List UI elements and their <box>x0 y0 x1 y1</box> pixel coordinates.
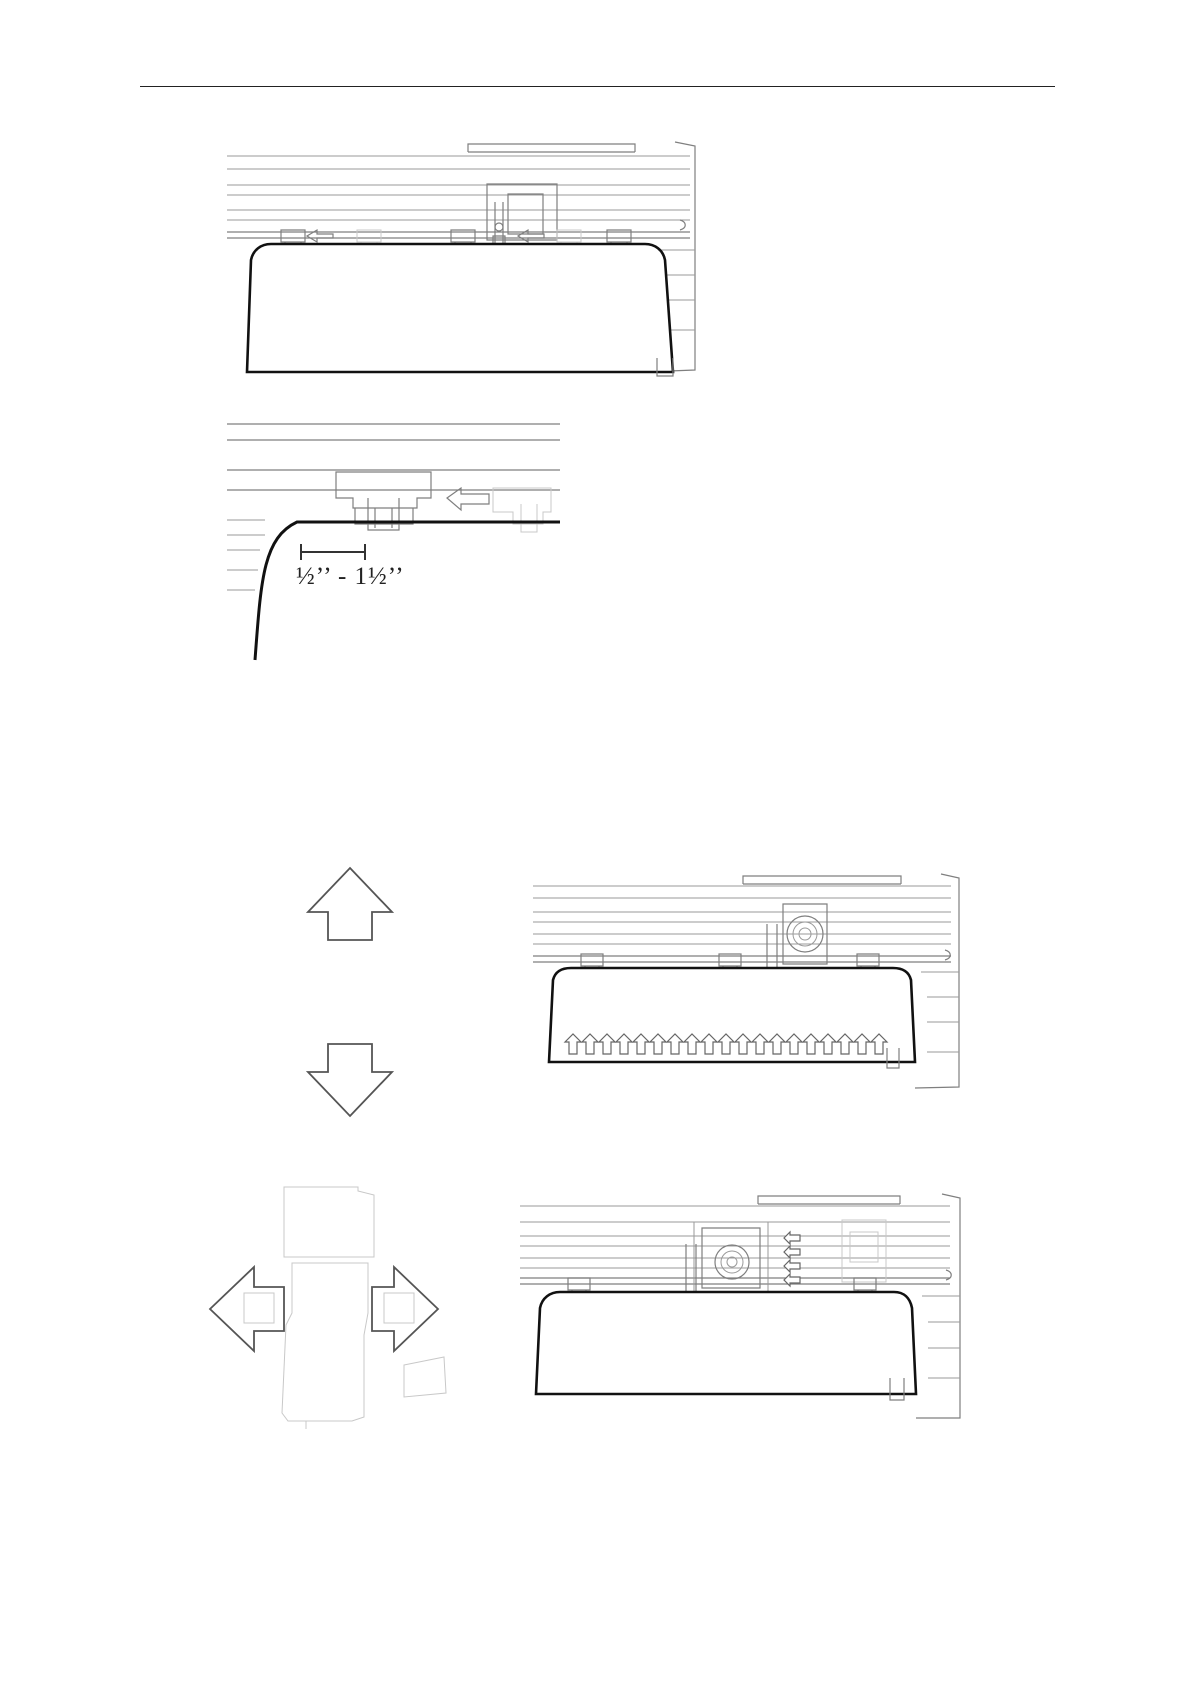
left-right-arrow-keys <box>208 1185 458 1447</box>
up-down-arrow-keys <box>300 866 400 1118</box>
cutter-feed-direction-illustration <box>531 872 981 1090</box>
gap-measurement-label: ½’’ - 1½’’ <box>296 563 405 590</box>
pinch-roller-gap-detail <box>225 420 565 670</box>
arrow-right-icon <box>372 1267 438 1351</box>
cutter-media-loaded-illustration <box>225 140 715 380</box>
cutter-carriage-movement-illustration <box>518 1192 978 1422</box>
arrow-left-icon <box>210 1267 284 1351</box>
header-rule <box>140 86 1055 87</box>
arrow-down-icon <box>308 1044 392 1116</box>
arrow-up-icon <box>308 868 392 940</box>
